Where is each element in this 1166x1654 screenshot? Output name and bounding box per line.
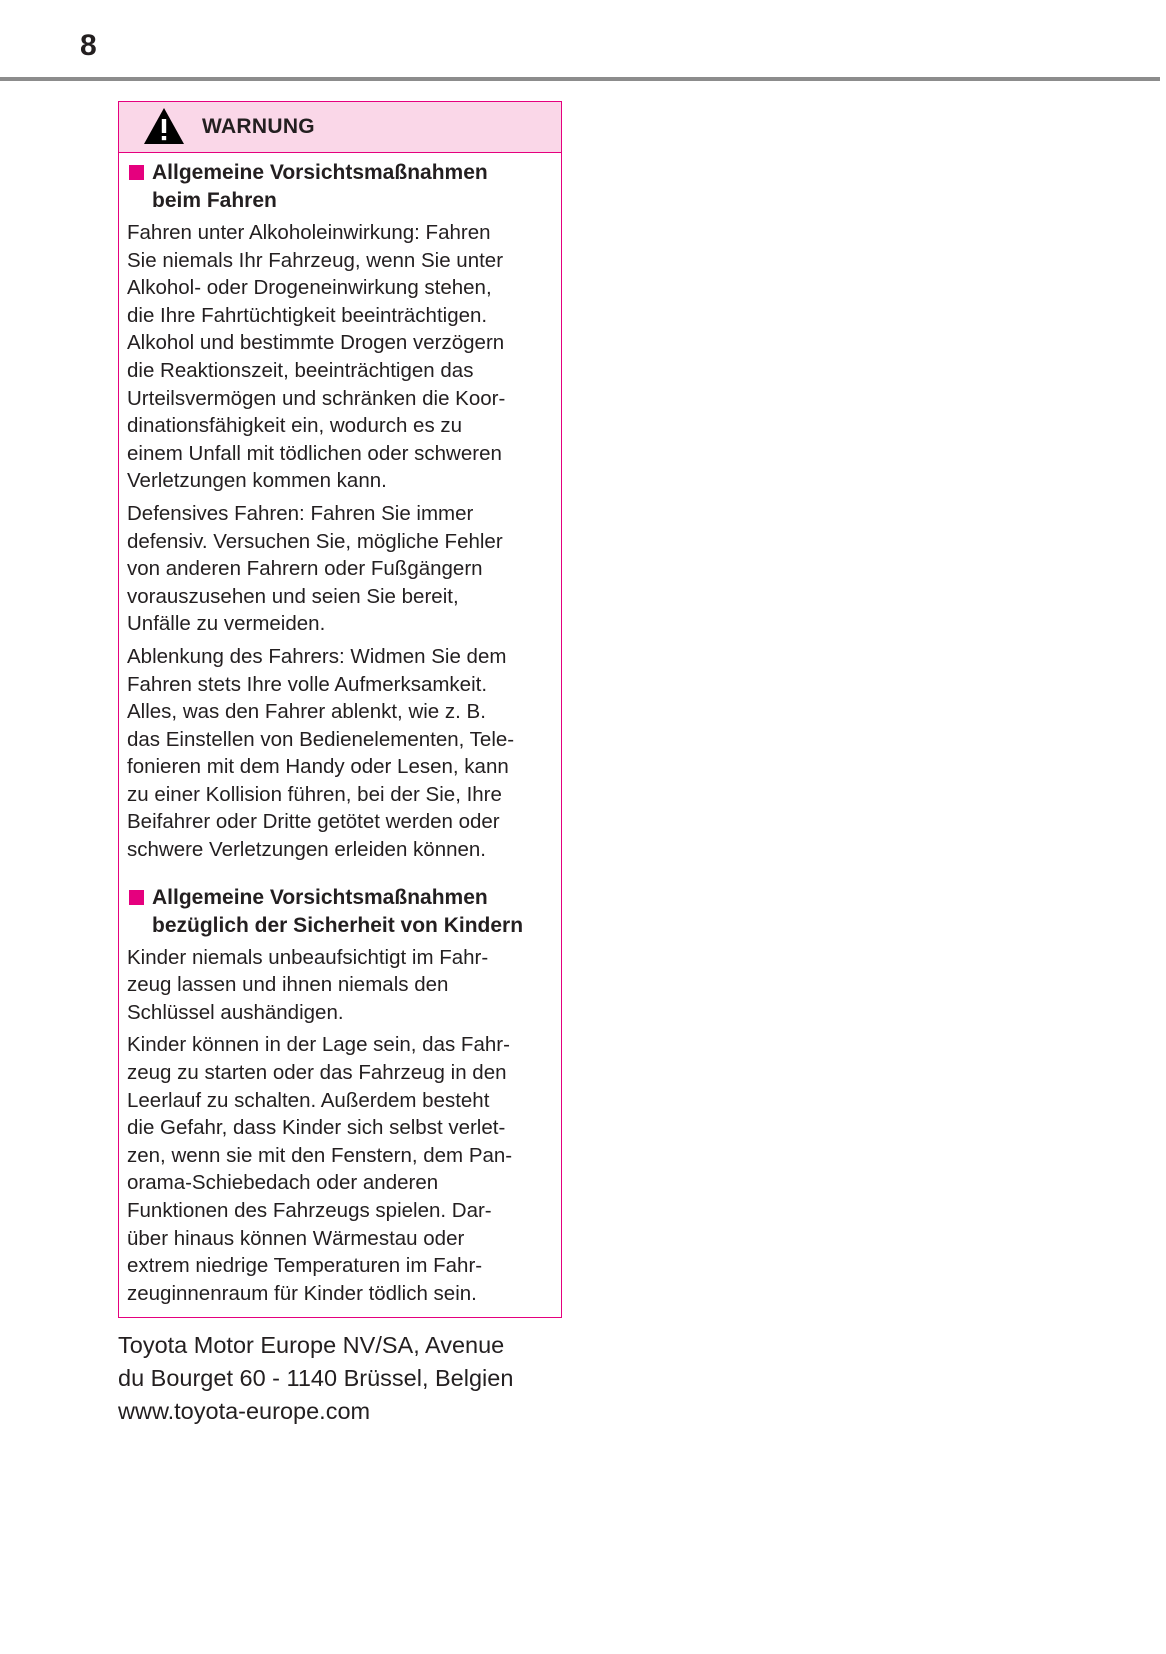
text-line: von anderen Fahrern oder Fußgängern (127, 557, 483, 581)
address-line: du Bourget 60 - 1140 Brüssel, Belgien (118, 1365, 514, 1391)
paragraph-driver-distraction (127, 643, 551, 864)
text-line: zu einer Kollision führen, bei der Sie, Ihre (127, 782, 502, 806)
text-line: Leerlauf zu schalten. Außerdem besteht (127, 1088, 490, 1112)
warning-header (119, 102, 561, 153)
text-line: Kinder können in der Lage sein, das Fahr- (127, 1033, 510, 1057)
text-line: Alkohol und bestimmte Drogen verzögern (127, 331, 505, 355)
text-line: Urteilsvermögen und schränken die Koor- (127, 386, 506, 410)
text-line: die Ihre Fahrtüchtigkeit beeinträchtigen. (127, 303, 488, 327)
text-line: extrem niedrige Temperaturen im Fahr- (127, 1254, 483, 1278)
text-line: über hinaus können Wärmestau oder (127, 1226, 465, 1250)
warning-triangle-icon (143, 107, 185, 145)
heading-line: Allgemeine Vorsichtsmaßnahmen (152, 885, 488, 909)
paragraph-children-unattended (127, 944, 551, 1027)
section-heading-driving (127, 159, 551, 215)
text-line: das Einstellen von Bedienelementen, Tele- (127, 727, 515, 751)
text-line: defensiv. Versuchen Sie, mögliche Fehler (127, 529, 503, 553)
text-line: Ablenkung des Fahrers: Widmen Sie dem (127, 644, 507, 668)
paragraph-defensive-driving (127, 500, 551, 638)
warning-body (119, 153, 561, 1317)
text-line: die Reaktionszeit, beeinträchtigen das (127, 358, 474, 382)
text-line: zeug lassen und ihnen niemals den (127, 973, 449, 997)
text-line: Fahren unter Alkoholeinwirkung: Fahren (127, 221, 491, 244)
warning-title: WARNUNG (202, 115, 315, 138)
heading-line: bezüglich der Sicherheit von Kindern (152, 913, 524, 937)
text-line: Verletzungen kommen kann. (127, 469, 387, 493)
page-number: 8 (80, 29, 97, 62)
text-line: Kinder niemals unbeaufsichtigt im Fahr- (127, 945, 489, 969)
text-line: die Gefahr, dass Kinder sich selbst verlet- (127, 1116, 506, 1140)
text-line: Alles, was den Fahrer ablenkt, wie z. B. (127, 700, 486, 724)
website-link[interactable]: www.toyota-europe.com (118, 1398, 371, 1424)
text-line: Schlüssel aushändigen. (127, 1000, 344, 1024)
text-line: Fahren stets Ihre volle Aufmerksamkeit. (127, 672, 488, 696)
publisher-address (118, 1329, 578, 1428)
bullet-square-icon (129, 890, 144, 905)
text-line: einem Unfall mit tödlichen oder schweren (127, 441, 502, 465)
section-heading-child-safety (127, 884, 551, 940)
text-line: dinationsfähigkeit ein, wodurch es zu (127, 414, 463, 438)
text-line: orama-Schiebedach oder anderen (127, 1171, 439, 1195)
bullet-square-icon (129, 165, 144, 180)
text-line: Beifahrer oder Dritte getötet werden oder (127, 810, 500, 834)
paragraph-alcohol (127, 219, 551, 495)
text-line: Unfälle zu vermeiden. (127, 612, 326, 636)
address-line: Toyota Motor Europe NV/SA, Avenue (118, 1332, 505, 1358)
text-line: fonieren mit dem Handy oder Lesen, kann (127, 755, 509, 779)
heading-line: beim Fahren (152, 189, 277, 212)
text-line: zen, wenn sie mit den Fenstern, dem Pan- (127, 1143, 513, 1167)
warning-box (118, 101, 562, 1318)
paragraph-children-risks (127, 1031, 551, 1307)
text-line: zeuginnenraum für Kinder tödlich sein. (127, 1281, 477, 1305)
header-rule (0, 77, 1160, 81)
text-line: Funktionen des Fahrzeugs spielen. Dar- (127, 1199, 492, 1222)
text-line: Sie niemals Ihr Fahrzeug, wenn Sie unter (127, 248, 504, 272)
text-line: schwere Verletzungen erleiden können. (127, 838, 486, 862)
text-line: zeug zu starten oder das Fahrzeug in den (127, 1061, 507, 1085)
heading-line: Allgemeine Vorsichtsmaßnahmen (152, 161, 488, 184)
text-line: vorauszusehen und seien Sie bereit, (127, 584, 459, 608)
text-line: Alkohol- oder Drogeneinwirkung stehen, (127, 276, 492, 300)
text-line: Defensives Fahren: Fahren Sie immer (127, 501, 474, 525)
